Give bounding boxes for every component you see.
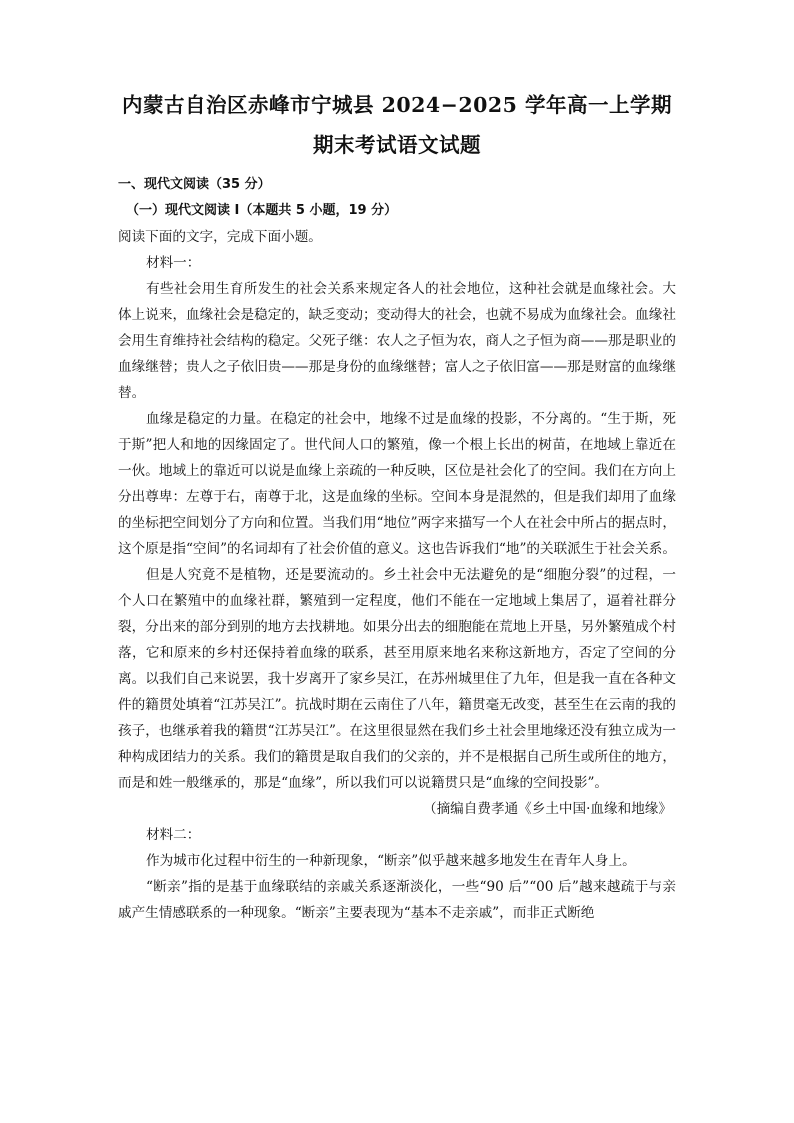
title-line-1: 内蒙古自治区赤峰市宁城县 2024−2025 学年高一上学期 xyxy=(121,93,673,117)
material-1-paragraph-3: 但是人究竟不是植物，还是要流动的。乡土社会中无法避免的是“细胞分裂”的过程，一个人口在繁殖中的血缘社群，繁殖到一定程度，他们不能在一定地域上集居了，逼着社群分裂，分出来的部分到别的地方去找耕地。如果分出去的细胞能在荒地上开垦，另外繁殖成个村落，它和原来的乡村还保持着血缘的联系，甚至用原来地名来称这新地方，否定了空间的分离。以我们自己来说罢，我十岁离开了家乡吴江，在苏州城里住了九年，但是我一直在各种文件的籍贯处填着“江苏吴江”。抗战时期在云南住了八年，籍贯毫无改变，甚至生在云南的我的孩子，也继承着我的籍贯“江苏吴江”。在这里很显然在我们乡土社会里地缘还没有独立成为一种构成团结力的关系。我们的籍贯是取自我们的父亲的，并不是根据自己所生或所住的地方，而是和姓一般继承的，那是“血缘”，所以我们可以说籍贯只是“血缘的空间投影”。 xyxy=(118,567,676,791)
material-1-paragraph-2: 血缘是稳定的力量。在稳定的社会中，地缘不过是血缘的投影，不分离的。“生于斯，死于斯”把人和地的因缘固定了。世代间人口的繁殖，像一个根上长出的树苗，在地域上靠近在一伙。地域上的靠近可以说是血缘上亲疏的一种反映，区位是社会化了的空间。我们在方向上分出尊卑：左尊于右，南尊于北，这是血缘的坐标。空间本身是混然的，但是我们却用了血缘的坐标把空间划分了方向和位置。当我们用“地位”两字来描写一个人在社会中所占的据点时，这个原是指“空间”的名词却有了社会价值的意义。这也告诉我们“地”的关联派生于社会关系。 xyxy=(118,411,676,557)
section-heading-modern-reading: 一、现代文阅读（35 分） xyxy=(118,177,271,192)
reading-instruction: 阅读下面的文字，完成下面小题。 xyxy=(118,229,322,245)
title-line-2: 期末考试语文试题 xyxy=(313,133,481,157)
material-1-paragraph-1: 有些社会用生育所发生的社会关系来规定各人的社会地位，这种社会就是血缘社会。大体上说来，血缘社会是稳定的，缺乏变动；变动得大的社会，也就不易成为血缘社会。血缘社会用生育维持社会结构的稳定。父死子继：农人之子恒为农，商人之子恒为商——那是职业的血缘继替；贵人之子依旧贵——那是身份的血缘继替；富人之子依旧富——那是财富的血缘继替。 xyxy=(118,281,676,401)
material-2-paragraph-1: 作为城市化过程中衍生的一种新现象，“断亲”似乎越来越多地发生在青年人身上。 xyxy=(146,853,636,869)
subsection-heading-reading-1: （一）现代文阅读 I（本题共 5 小题，19 分） xyxy=(126,203,398,218)
material-1-label: 材料一： xyxy=(146,255,201,271)
material-2-label: 材料二： xyxy=(146,827,201,843)
material-1-source: （摘编自费孝通《乡土中国·血缘和地缘》 xyxy=(422,801,672,817)
material-2-paragraph-2: “断亲”指的是基于血缘联结的亲戚关系逐渐淡化，一些“90 后”“00 后”越来越疏于与亲戚产生情感联系的一种现象。“断亲”主要表现为“基本不走亲戚”，而非正式断绝 xyxy=(118,879,676,921)
